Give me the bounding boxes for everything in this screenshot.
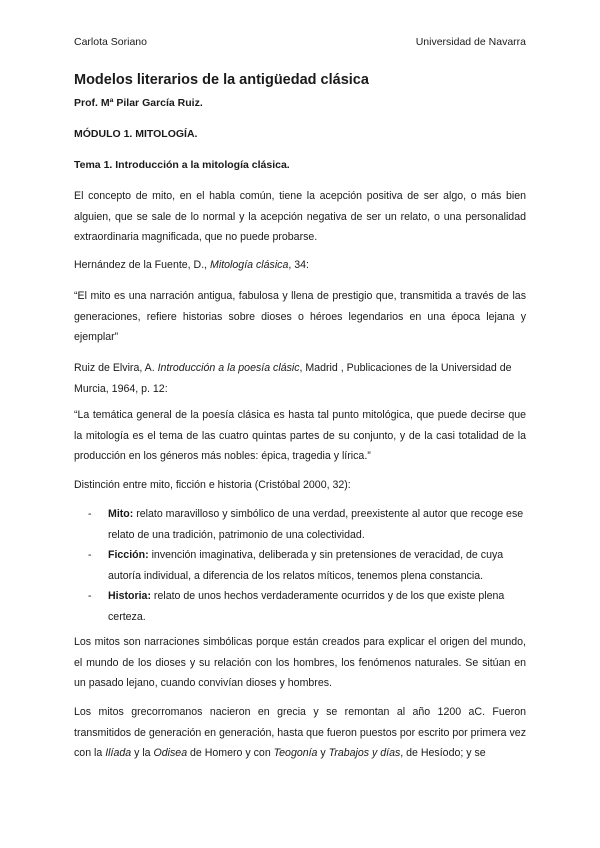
work-title: Trabajos y días xyxy=(328,747,401,759)
quote-hernandez: “El mito es una narración antigua, fabulosa y llena de prestigio que, transmitida a través de las generaciones, refiere historias sobre dioses o héroes legendarios en una época lejana y ejemplar” xyxy=(74,290,526,343)
header-institution: Universidad de Navarra xyxy=(415,36,526,48)
ref-book-title: Introducción a la poesía clásic xyxy=(157,362,300,374)
header-author: Carlota Soriano xyxy=(74,36,147,48)
topic-heading: Tema 1. Introducción a la mitología clásica. xyxy=(74,159,290,171)
work-title: Ilíada xyxy=(105,747,132,759)
greco-roman-paragraph xyxy=(74,702,526,764)
text-segment: de Homero y con xyxy=(187,747,274,759)
text-segment: Los mitos grecorromanos nacieron en grecia y se remontan al año 1200 aC. Fueron transmitidos de generación en generación, hasta que fueron puestos por escrito por primera vez con la xyxy=(74,706,526,759)
dash-bullet: - xyxy=(88,508,92,520)
text-segment: y xyxy=(317,747,329,759)
definition-item-mito xyxy=(74,504,526,545)
definition-term: Mito: xyxy=(108,508,134,520)
text-segment: , de Hesíodo; y se xyxy=(400,747,486,759)
definition-text: relato de unos hechos verdaderamente ocurridos y de los que existe plena certeza. xyxy=(108,590,505,623)
work-title: Odisea xyxy=(153,747,188,759)
intro-paragraph: El concepto de mito, en el habla común, tiene la acepción positiva de ser algo, o más bien alguien, que se sale de lo normal y la acepción negativa de ser un relato, o una personalidad extraordinaria magnificada, que no puede probarse. xyxy=(74,190,526,243)
professor-name: Prof. Mª Pilar García Ruiz. xyxy=(74,97,203,109)
ref-book-title: Mitología clásica xyxy=(210,259,289,271)
ref-publication: , Madrid , Publicaciones de la Universidad de Murcia, 1964, p. 12: xyxy=(74,362,512,395)
definition-list xyxy=(74,504,526,627)
dash-bullet: - xyxy=(88,549,92,561)
module-heading: MÓDULO 1. MITOLOGÍA. xyxy=(74,128,198,140)
quote-ruiz: “La temática general de la poesía clásica es hasta tal punto mitológica, que puede decirse que la mitología es el tema de las cuatro quintas partes de su conjunto, y de la casi totalidad de la producción en los géneros más nobles: épica, tragedia y lírica.” xyxy=(74,409,526,462)
reference-ruiz xyxy=(74,358,526,399)
myth-paragraph: Los mitos son narraciones simbólicas porque están creados para explicar el origen del mundo, el mundo de los dioses y su relación con los hombres, los fenómenos naturales. Se sitúan en un pasado lejano, cuando convivían dioses y hombres. xyxy=(74,636,526,689)
ref-page: , 34: xyxy=(288,259,309,271)
definition-text: invención imaginativa, deliberada y sin pretensiones de veracidad, de cuya autoría individual, a diferencia de los relatos míticos, tenemos plena constancia. xyxy=(108,549,504,582)
definition-item-ficcion xyxy=(74,545,526,586)
reference-hernandez xyxy=(74,255,526,276)
ref-author: Hernández de la Fuente, D., xyxy=(74,259,211,271)
ref-author: Ruiz de Elvira, A. xyxy=(74,362,158,374)
dash-bullet: - xyxy=(88,590,92,602)
distinction-intro: Distinción entre mito, ficción e historia (Cristóbal 2000, 32): xyxy=(74,479,351,491)
definition-item-historia xyxy=(74,586,526,627)
text-segment: y la xyxy=(131,747,154,759)
work-title: Teogonía xyxy=(273,747,318,759)
document-title: Modelos literarios de la antigüedad clásica xyxy=(74,72,369,88)
definition-text: relato maravilloso y simbólico de una verdad, preexistente al autor que recoge ese relato de una tradición, patrimonio de una colectividad. xyxy=(108,508,524,541)
definition-term: Historia: xyxy=(108,590,151,602)
definition-term: Ficción: xyxy=(108,549,149,561)
